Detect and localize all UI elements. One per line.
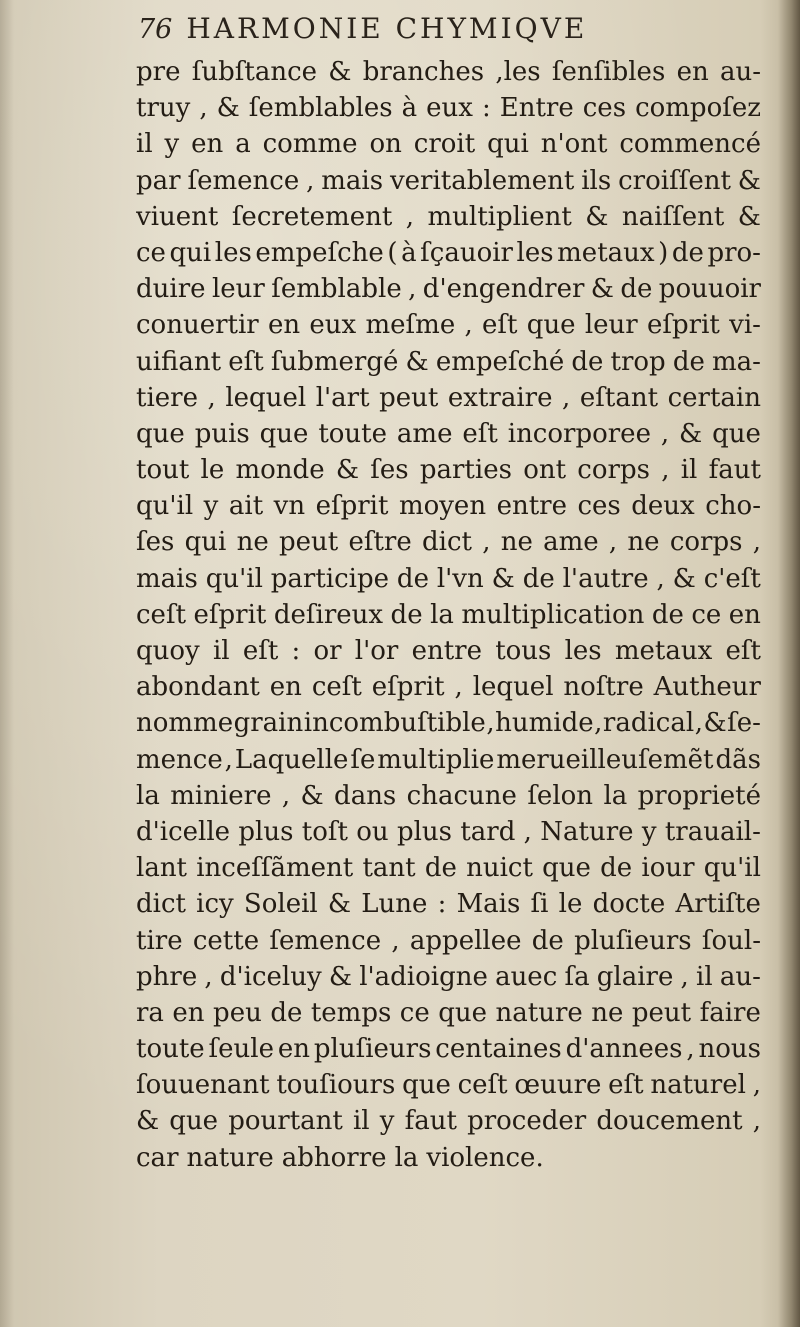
text-line: ce qui les empeſche ( à ſçauoir les metaux ) de pro- (136, 237, 761, 268)
text-line: tiere , lequel l'art peut extraire , eſtant certain (136, 382, 761, 413)
text-line: d'icelle plus toſt ou plus tard , Nature y trauail- (136, 816, 761, 847)
text-line: toute ſeule en pluſieurs centaines d'annees , nous (136, 1034, 761, 1065)
text-line: viuent ſecretement , multiplient & naiſſent & (136, 201, 761, 232)
text-line: duire leur ſemblable , d'engendrer & de pouuoir (136, 274, 761, 305)
text-line: ſes qui ne peut eſtre dict , ne ame , ne corps , (136, 527, 761, 558)
gutter-shadow (0, 0, 14, 1327)
page-edge-shadow (778, 0, 800, 1327)
text-line: ra en peu de temps ce que nature ne peut faire (136, 997, 761, 1028)
text-line: mais qu'il participe de l'vn & de l'autre , & c'eſt (136, 563, 761, 594)
text-line: pre ſubſtance & branches ,les ſenſibles en au- (136, 57, 761, 87)
text-line: uifiant eſt ſubmergé & empeſché de trop de ma- (136, 346, 761, 377)
text-line: lant inceſſãment tant de nuict que de iour qu'il (136, 853, 761, 884)
body-text (136, 54, 761, 1176)
text-line: conuertir en eux meſme , eſt que leur eſprit vi- (136, 310, 761, 341)
text-line: tout le monde & ſes parties ont corps , il faut (136, 455, 761, 486)
text-line: abondant en ceſt eſprit , lequel noſtre Autheur (136, 672, 761, 703)
text-line: que puis que toute ame eſt incorporee , & que (136, 418, 761, 449)
running-title: HARMONIE CHYMIQVE (186, 12, 588, 45)
text-line: & que pourtant il y faut proceder doucement , (136, 1106, 761, 1137)
text-line: ceſt eſprit deſireux de la multiplication de ce en (136, 599, 761, 630)
text-line: il y en a comme on croit qui n'ont commencé (136, 129, 761, 160)
text-line: la miniere , & dans chacune ſelon la proprieté (136, 780, 761, 811)
text-line: dict icy Soleil & Lune : Mais ſi le docte Artiſte (136, 889, 761, 920)
page-number: 76 (138, 14, 173, 45)
text-line: car nature abhorre la violence. (136, 1142, 544, 1173)
text-line: mence , Laquelle ſe multiplie merueilleuſemẽt dãs (136, 744, 761, 775)
text-line: phre , d'iceluy & l'adioigne auec ſa glaire , il au- (136, 961, 761, 992)
page-header (138, 12, 738, 52)
text-line: par ſemence , mais veritablement ils croiſſent & (136, 165, 761, 196)
text-line: quoy il eſt : or l'or entre tous les metaux eſt (136, 636, 761, 666)
text-line: nomme grain incombuſtible , humide , radical , & ſe- (136, 708, 761, 739)
text-line: qu'il y ait vn eſprit moyen entre ces deux cho- (136, 491, 761, 522)
text-line: ſouuenant touſiours que ceſt œuure eſt naturel , (136, 1070, 761, 1101)
text-line: tire cette ſemence , appellee de pluſieurs ſoul- (136, 925, 761, 956)
text-line: truy , & ſemblables à eux : Entre ces compoſez (136, 93, 761, 124)
